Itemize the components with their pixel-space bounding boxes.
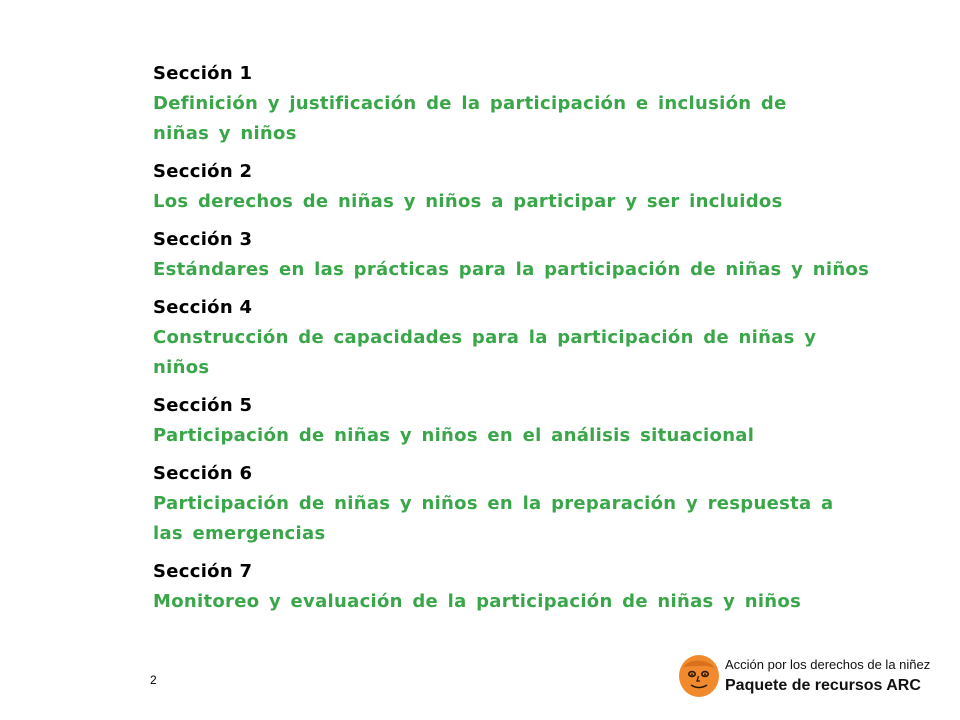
section-item — [153, 557, 943, 617]
brand-tagline: Acción por los derechos de la niñez — [725, 657, 931, 672]
section-label: Sección 2 — [153, 161, 253, 182]
section-item — [153, 391, 943, 451]
section-label: Sección 6 — [153, 463, 253, 484]
brand-block — [678, 654, 938, 704]
section-title-line: Participación de niñas y niños en la preparación y respuesta a — [153, 493, 834, 514]
section-title-line: niñas y niños — [153, 123, 297, 144]
section-label: Sección 5 — [153, 395, 253, 416]
section-label: Sección 3 — [153, 229, 253, 250]
section-title-line: Estándares en las prácticas para la participación de niñas y niños — [153, 259, 870, 280]
section-title-line: niños — [153, 357, 210, 378]
section-title-line: Participación de niñas y niños en el análisis situacional — [153, 425, 755, 446]
section-label: Sección 7 — [153, 561, 253, 582]
section-title-line: Definición y justificación de la participación e inclusión de — [153, 93, 787, 114]
section-label: Sección 1 — [153, 63, 253, 84]
section-title-line: las emergencias — [153, 523, 326, 544]
section-title-line: Monitoreo y evaluación de la participación de niñas y niños — [153, 591, 802, 612]
section-item — [153, 225, 943, 285]
section-item — [153, 59, 943, 149]
brand-name: Paquete de recursos ARC — [725, 677, 921, 694]
section-item — [153, 459, 943, 549]
section-list — [153, 59, 943, 625]
section-title-line: Construcción de capacidades para la participación de niñas y — [153, 327, 817, 348]
page-number: 2 — [150, 673, 157, 687]
section-item — [153, 293, 943, 383]
section-item — [153, 157, 943, 217]
section-title-line: Los derechos de niñas y niños a participar y ser incluidos — [153, 191, 783, 212]
child-face-logo-icon — [678, 654, 720, 698]
section-label: Sección 4 — [153, 297, 253, 318]
